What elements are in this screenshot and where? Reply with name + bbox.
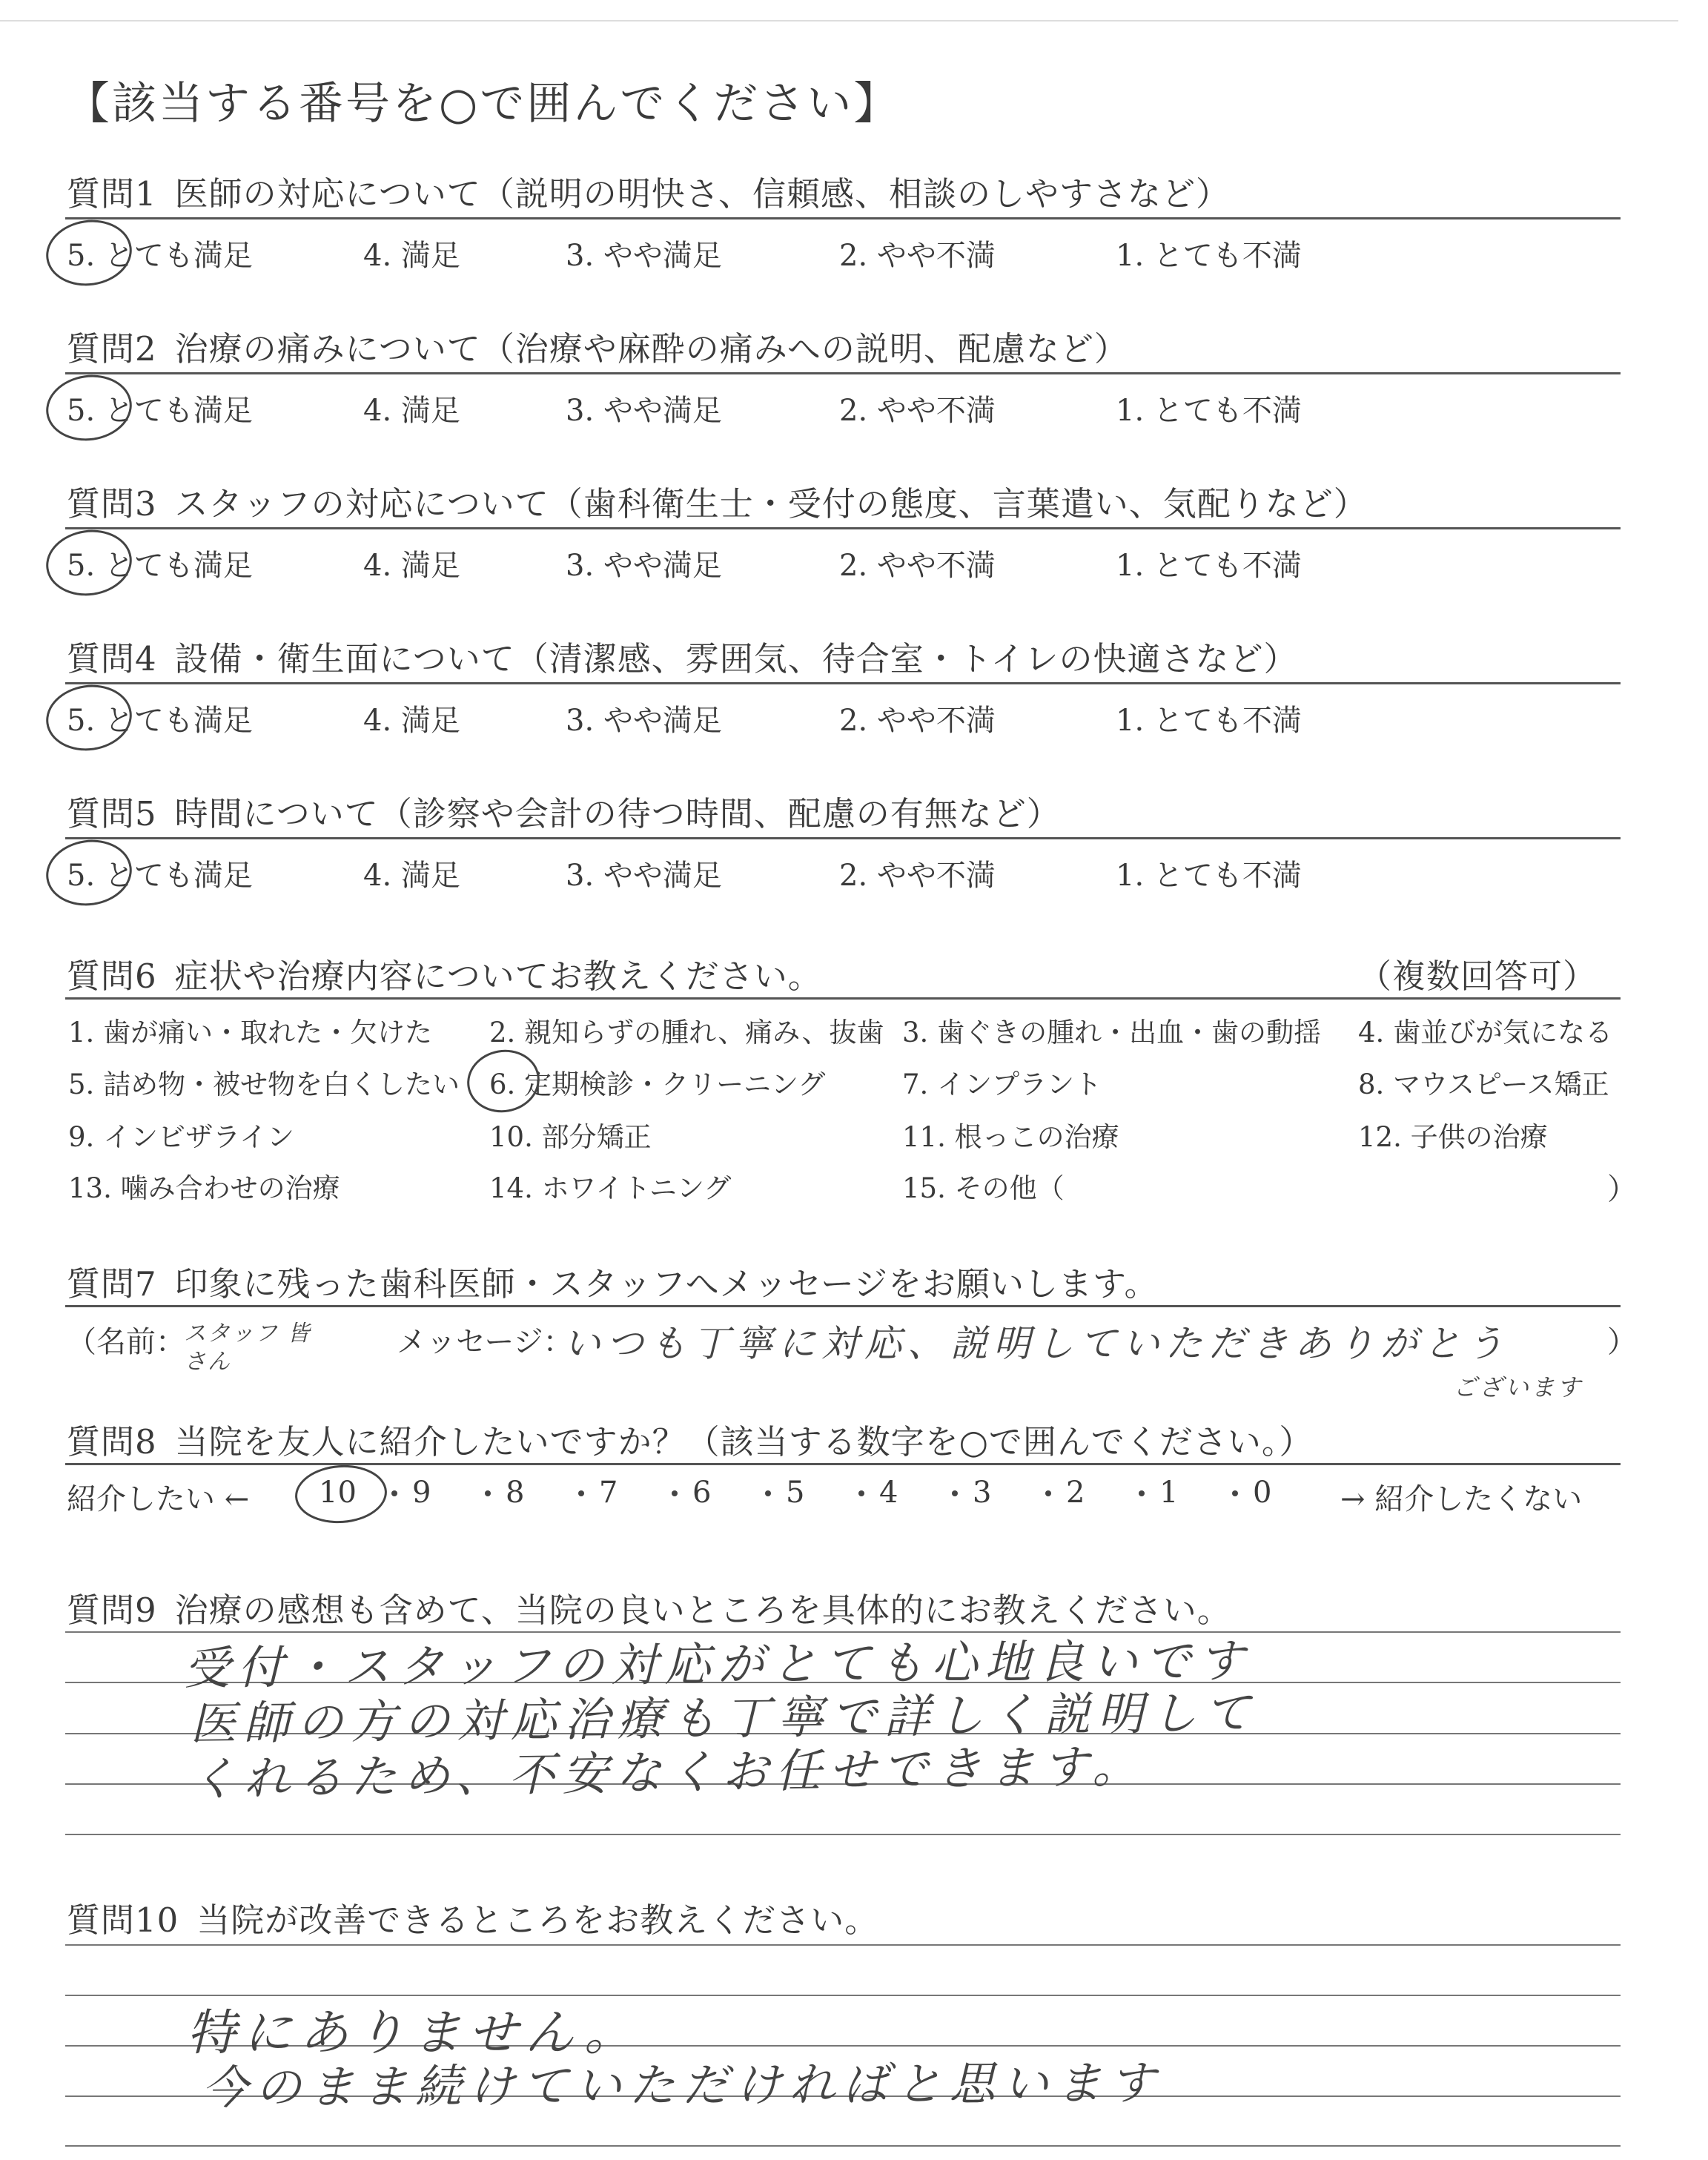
- q5-label: 質問5: [67, 794, 157, 833]
- q1-label: 質問1: [67, 174, 157, 214]
- q2-text: 治療の痛みについて（治療や麻酔の痛みへの説明、配慮など）: [174, 329, 1128, 369]
- q6-text: 症状や治療内容についてお教えください。: [174, 957, 822, 996]
- q6-option[interactable]: 9. インビザライン: [68, 1121, 294, 1153]
- q8-left-label: 紹介したい ←: [67, 1482, 250, 1516]
- q7-message-tail: ございます: [1453, 1373, 1583, 1401]
- q7-label: 質問7: [67, 1264, 157, 1304]
- q5-rule: [65, 837, 1621, 839]
- q8-scale-number[interactable]: 2: [1066, 1476, 1085, 1510]
- q6-option[interactable]: 14. ホワイトニング: [489, 1172, 732, 1204]
- q8-scale-number[interactable]: 0: [1253, 1476, 1272, 1510]
- q1-option[interactable]: 1. とても不満: [1116, 239, 1302, 273]
- q3-selection-circle: [42, 524, 136, 601]
- q2-title: [67, 322, 1128, 370]
- q6-note: （複数回答可）: [1358, 957, 1598, 996]
- q4-option[interactable]: 2. やや不満: [839, 704, 996, 738]
- q8-scale-number[interactable]: 3: [973, 1476, 992, 1510]
- q4-option[interactable]: 5. とても満足: [67, 704, 253, 738]
- q3-option[interactable]: 2. やや不満: [839, 549, 996, 583]
- q6-option[interactable]: 1. 歯が痛い・取れた・欠けた: [68, 1017, 433, 1048]
- q10-text: 当院が改善できるところをお教えください。: [196, 1900, 879, 1940]
- q6-option[interactable]: 11. 根っこの治療: [902, 1121, 1119, 1153]
- q10-line: [65, 2145, 1621, 2147]
- q4-option[interactable]: 4. 満足: [363, 704, 460, 738]
- q10-answer-line-2: 今のまま続けていただければと思います: [202, 2055, 1163, 2115]
- q8-scale-separator-dot: [858, 1490, 864, 1496]
- q8-selection-circle: [293, 1462, 388, 1526]
- q8-label: 質問8: [67, 1422, 157, 1462]
- q4-text: 設備・衛生面について（清潔感、雰囲気、待合室・トイレの快適さなど）: [174, 639, 1298, 678]
- q4-title: [67, 632, 1298, 680]
- q8-scale-separator-dot: [1045, 1490, 1051, 1496]
- q3-option[interactable]: 5. とても満足: [67, 549, 253, 583]
- q5-text: 時間について（診察や会計の待つ時間、配慮の有無など）: [174, 794, 1061, 833]
- q8-scale-number[interactable]: 7: [599, 1476, 618, 1510]
- q6-option[interactable]: 13. 噛み合わせの治療: [68, 1172, 340, 1204]
- q7-text: 印象に残った歯科医師・スタッフへメッセージをお願いします。: [174, 1264, 1159, 1304]
- q3-option[interactable]: 3. やや満足: [566, 549, 722, 583]
- q6-option[interactable]: 7. インプラント: [902, 1069, 1102, 1100]
- q5-option[interactable]: 4. 満足: [363, 859, 460, 893]
- q8-scale-number[interactable]: 4: [879, 1476, 898, 1510]
- q1-rule: [65, 217, 1621, 219]
- q3-label: 質問3: [67, 484, 157, 524]
- q7-close-paren: ）: [1607, 1325, 1637, 1359]
- q2-label: 質問2: [67, 329, 157, 369]
- q9-answer-line-3: くれるため、不安なくお任せできます。: [190, 1739, 1146, 1806]
- q2-option[interactable]: 3. やや満足: [566, 394, 722, 428]
- q6-other-close: ）: [1607, 1172, 1637, 1206]
- q4-option[interactable]: 1. とても不満: [1116, 704, 1302, 738]
- q8-scale-separator-dot: [765, 1490, 771, 1496]
- q6-option[interactable]: 3. 歯ぐきの腫れ・出血・歯の動揺: [902, 1017, 1322, 1048]
- q10-line: [65, 1944, 1621, 1946]
- q1-selection-circle: [42, 214, 136, 291]
- q3-title: [67, 477, 1368, 525]
- q6-option[interactable]: 12. 子供の治療: [1358, 1121, 1548, 1153]
- q8-scale-number[interactable]: 10: [319, 1476, 357, 1510]
- q3-rule: [65, 527, 1621, 529]
- q1-text: 医師の対応について（説明の明快さ、信頼感、相談のしやすさなど）: [174, 174, 1230, 214]
- q6-option[interactable]: 8. マウスピース矯正: [1358, 1069, 1609, 1100]
- q5-selection-circle: [42, 834, 136, 911]
- q9-line: [65, 1834, 1621, 1835]
- q3-text: スタッフの対応について（歯科衛生士・受付の態度、言葉遣い、気配りなど）: [174, 484, 1368, 524]
- q2-option[interactable]: 1. とても不満: [1116, 394, 1302, 428]
- q5-option[interactable]: 3. やや満足: [566, 859, 722, 893]
- q8-scale-number[interactable]: 9: [412, 1476, 431, 1510]
- q10-answer-line-1: 特にありません。: [187, 2004, 640, 2061]
- q6-option[interactable]: 4. 歯並びが気になる: [1358, 1017, 1613, 1048]
- q2-option[interactable]: 4. 満足: [363, 394, 460, 428]
- q8-scale-separator-dot: [391, 1490, 397, 1496]
- q1-option[interactable]: 5. とても満足: [67, 239, 253, 273]
- q3-option[interactable]: 1. とても不満: [1116, 549, 1302, 583]
- q2-option[interactable]: 2. やや不満: [839, 394, 996, 428]
- q6-selection-circle: [462, 1044, 544, 1118]
- q8-scale-number[interactable]: 1: [1159, 1476, 1179, 1510]
- q7-title: [67, 1257, 1158, 1305]
- q1-option[interactable]: 4. 満足: [363, 239, 460, 273]
- q4-option[interactable]: 3. やや満足: [566, 704, 722, 738]
- q8-rule: [65, 1463, 1621, 1465]
- q6-title: [67, 949, 822, 997]
- q10-label: 質問10: [67, 1900, 179, 1940]
- q6-option[interactable]: 5. 詰め物・被せ物を白くしたい: [68, 1069, 460, 1100]
- q4-rule: [65, 682, 1621, 684]
- q6-option[interactable]: 10. 部分矯正: [489, 1121, 652, 1153]
- q7-name-value: スタッフ 皆さん: [184, 1321, 311, 1375]
- q5-option[interactable]: 5. とても満足: [67, 859, 253, 893]
- q9-answer-line-2: 医師の方の対応治療も丁寧で詳しく説明して: [190, 1685, 1258, 1751]
- q6-label: 質問6: [67, 957, 157, 996]
- q5-title: [67, 787, 1061, 835]
- q5-option[interactable]: 2. やや不満: [839, 859, 996, 893]
- q4-selection-circle: [42, 679, 136, 756]
- q10-title: [67, 1893, 878, 1941]
- q6-option[interactable]: 2. 親知らずの腫れ、痛み、抜歯: [489, 1017, 884, 1048]
- q9-title: [67, 1583, 1231, 1631]
- q9-answer-line-1: 受付・スタッフの対応がとても心地良いです: [184, 1633, 1252, 1695]
- q8-scale-separator-dot: [1232, 1490, 1238, 1496]
- q8-scale-separator-dot: [952, 1490, 958, 1496]
- q6-option[interactable]: 6. 定期検診・クリーニング: [489, 1069, 826, 1100]
- q8-scale-number[interactable]: 5: [786, 1476, 805, 1510]
- q1-option[interactable]: 3. やや満足: [566, 239, 722, 273]
- q8-right-label: → 紹介したくない: [1340, 1482, 1583, 1516]
- q6-rule: [65, 997, 1621, 1000]
- q8-text: 当院を友人に紹介したいですか？（該当する数字を○で囲んでください。）: [174, 1422, 1314, 1462]
- q9-text: 治療の感想も含めて、当院の良いところを具体的にお教えください。: [174, 1591, 1231, 1630]
- q7-rule: [65, 1305, 1621, 1307]
- q8-scale-number[interactable]: 6: [692, 1476, 712, 1510]
- q2-rule: [65, 372, 1621, 374]
- q1-option[interactable]: 2. やや不満: [839, 239, 996, 273]
- q5-option[interactable]: 1. とても不満: [1116, 859, 1302, 893]
- q8-scale-number[interactable]: 8: [506, 1476, 525, 1510]
- q7-message-value: いつも丁寧に対応、説明していただきありがとう: [563, 1322, 1509, 1365]
- q9-label: 質問9: [67, 1591, 157, 1630]
- q1-title: [67, 167, 1230, 215]
- form-heading: 【該当する番号を○で囲んでください】: [65, 78, 901, 130]
- q2-selection-circle: [42, 369, 136, 446]
- q8-scale-separator-dot: [672, 1490, 678, 1496]
- q7-message-label: メッセージ：: [397, 1325, 573, 1359]
- q7-name-label: （名前：: [67, 1325, 185, 1359]
- q2-option[interactable]: 5. とても満足: [67, 394, 253, 428]
- q6-option[interactable]: 15. その他（: [902, 1172, 1065, 1204]
- q4-label: 質問4: [67, 639, 157, 678]
- q8-scale-separator-dot: [485, 1490, 491, 1496]
- q8-scale-separator-dot: [1139, 1490, 1145, 1496]
- q3-option[interactable]: 4. 満足: [363, 549, 460, 583]
- q8-scale-separator-dot: [578, 1490, 584, 1496]
- q8-title: [67, 1415, 1313, 1463]
